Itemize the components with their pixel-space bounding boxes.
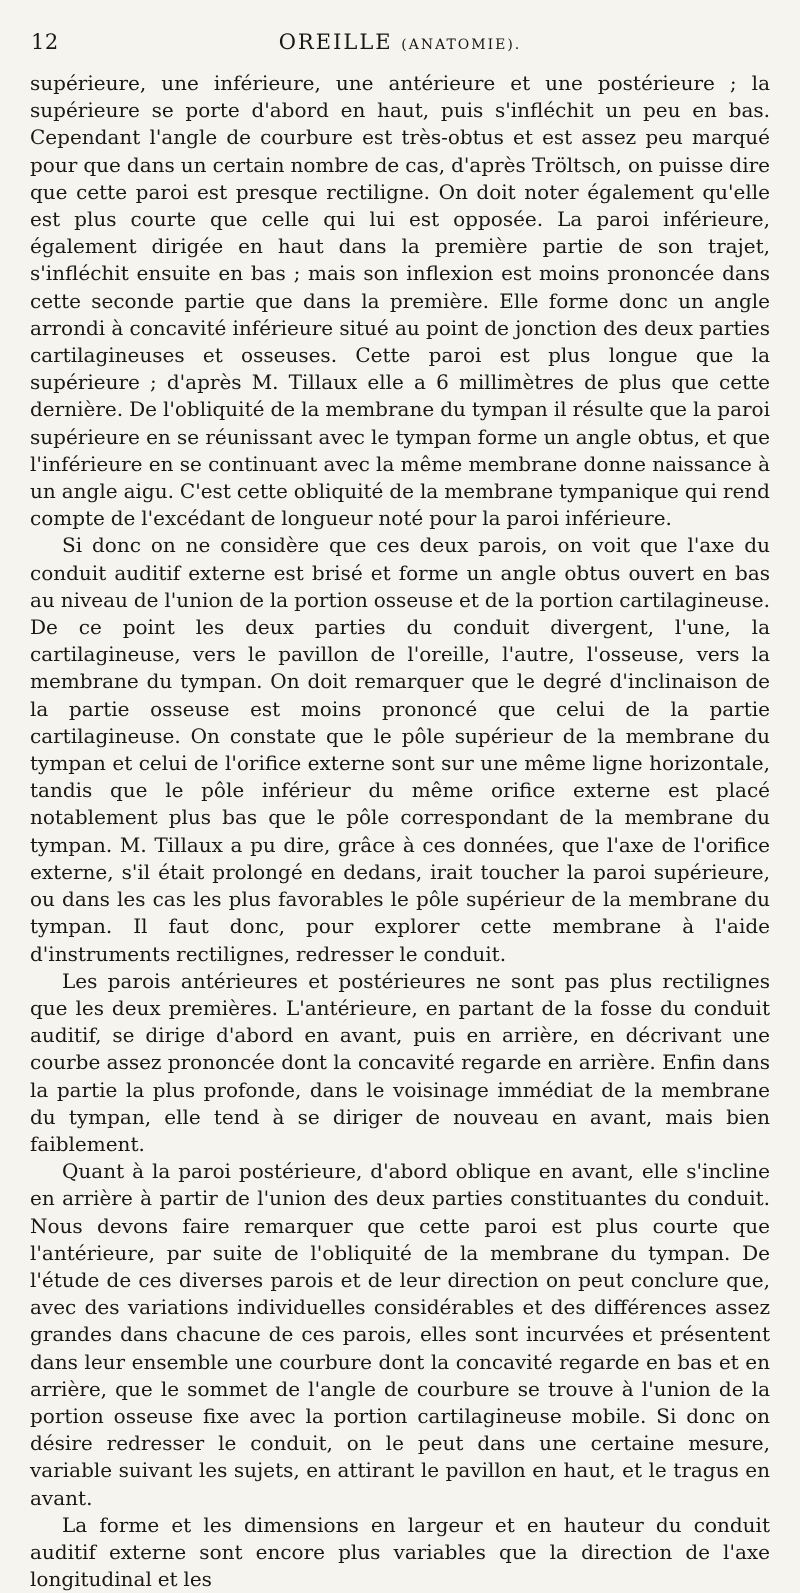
- paragraph: Les parois antérieures et postérieures ne sont pas plus rectilignes que les deux premières. L'antérieure, en partant de la fosse du conduit auditif, se dirige d'abord en avant, puis en arrière, en décrivant une courbe assez prononcée dont la concavité regarde en arrière. Enfin dans la partie la plus profonde, dans le voisinage immédiat de la membrane du tympan, elle tend à se diriger de nouveau en avant, mais bien faiblement.: [30, 968, 770, 1156]
- paragraph: La forme et les dimensions en largeur et en hauteur du conduit auditif externe sont encore plus variables que la direction de l'axe longitudinal et les: [30, 1512, 770, 1592]
- running-title-main: OREILLE: [278, 30, 393, 54]
- paragraph: Si donc on ne considère que ces deux parois, on voit que l'axe du conduit auditif externe est brisé et forme un angle obtus ouvert en bas au niveau de l'union de la portion osseuse et de la portion cartilagineuse. De ce point les deux parties du conduit divergent, l'une, la cartilagineuse, vers le pavillon de l'oreille, l'autre, l'osseuse, vers la membrane du tympan. On doit remarquer que le degré d'inclinaison de la partie osseuse est moins prononcé que celui de la partie cartilagineuse. On constate que le pôle supérieur de la membrane du tympan et celui de l'orifice externe sont sur une même ligne horizontale, tandis que le pôle inférieur du même orifice externe est placé notablement plus bas que le pôle correspondant de la membrane du tympan. M. Tillaux a pu dire, grâce à ces données, que l'axe de l'orifice externe, s'il était prolongé en dedans, irait toucher la paroi supérieure, ou dans les cas les plus favorables le pôle supérieur de la membrane du tympan. Il faut donc, pour explorer cette membrane à l'aide d'instruments rectilignes, redresser le conduit.: [30, 533, 770, 966]
- paragraph: Quant à la paroi postérieure, d'abord oblique en avant, elle s'incline en arrière à partir de l'union des deux parties constituantes du conduit. Nous devons faire remarquer que cette paroi est plus courte que l'antérieure, par suite de l'obliquité de la membrane du tympan. De l'étude de ces diverses parois et de leur direction on peut conclure que, avec des variations individuelles considérables et des différences assez grandes dans chacune de ces parois, elles sont incurvées et présentent dans leur ensemble une courbure dont la concavité regarde en bas et en arrière, que le sommet de l'angle de courbure se trouve à l'union de la portion osseuse fixe avec la portion cartilagineuse mobile. Si donc on désire redresser le conduit, on le peut dans une certaine mesure, variable suivant les sujets, en attirant le pavillon en haut, et le tragus en avant.: [30, 1159, 770, 1510]
- page-number: 12: [31, 30, 59, 54]
- running-header: [30, 26, 770, 56]
- running-title: [30, 30, 770, 54]
- page: [30, 26, 770, 1593]
- paragraph: supérieure, une inférieure, une antérieure et une postérieure ; la supérieure se porte d'abord en haut, puis s'infléchit un peu en bas. Cependant l'angle de courbure est très-obtus et est assez peu marqué pour que dans un certain nombre de cas, d'après Tröltsch, on puisse dire que cette paroi est presque rectiligne. On doit noter également qu'elle est plus courte que celle qui lui est opposée. La paroi inférieure, également dirigée en haut dans la première partie de son trajet, s'infléchit ensuite en bas ; mais son inflexion est moins prononcée dans cette seconde partie que dans la première. Elle forme donc un angle arrondi à concavité inférieure situé au point de jonction des deux parties cartilagineuses et osseuses. Cette paroi est plus longue que la supérieure ; d'après M. Tillaux elle a 6 millimètres de plus que cette dernière. De l'obliquité de la membrane du tympan il résulte que la paroi supérieure en se réunissant avec le tympan forme un angle obtus, et que l'inférieure en se continuant avec la même membrane donne naissance à un angle aigu. C'est cette obliquité de la membrane tympanique qui rend compte de l'excédant de longueur noté pour la paroi inférieure.: [30, 71, 770, 531]
- body-text: [30, 70, 770, 1593]
- running-title-subtitle: (ANATOMIE).: [401, 37, 522, 53]
